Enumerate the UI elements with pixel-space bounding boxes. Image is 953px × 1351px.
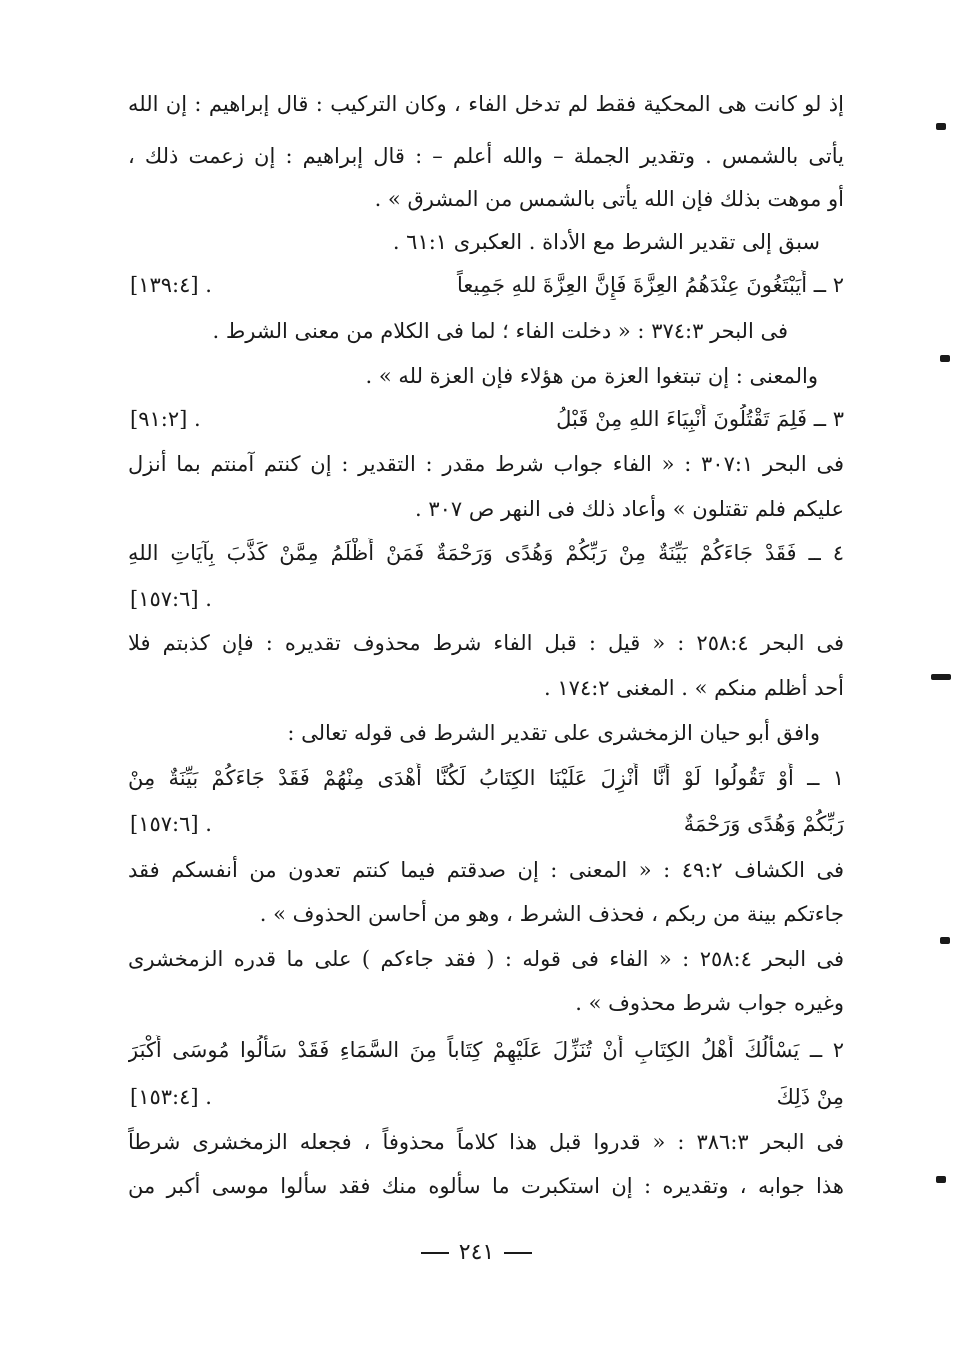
text-line-2: يأتى بالشمس . وتقدير الجملة – والله أعلم – : قال إبراهيم : إن زعمت ذلك ، <box>128 144 844 168</box>
verse-reference: [١٥٧:٦] . <box>130 587 212 611</box>
text-line-10: عليكم فلم تقتلون » وأعاد ذلك فى النهر ص ٣٠٧ . <box>415 497 844 521</box>
page-number <box>0 1240 953 1265</box>
text-line-15: وافق أبو حيان الزمخشرى على تقدير الشرط فى قوله تعالى : <box>287 721 820 745</box>
text-line-14: أحد أظلم منكم » . المغنى ١٧٤:٢ . <box>544 676 844 700</box>
verse-reference: [١٥٣:٤] . <box>130 1085 212 1109</box>
verse-line-23: مِنْ ذَلِكَ <box>776 1085 844 1109</box>
text-line-19: جاءتكم بينة من ربكم ، فحذف الشرط ، وهو من أحاسن الحذوف » . <box>259 902 844 926</box>
scan-mark <box>936 123 946 130</box>
page-number-text: ٢٤١ <box>458 1240 495 1265</box>
verse-reference: [١٣٩:٤] . <box>130 273 212 297</box>
verse-line-22: ٢ ــ يَسْأَلُكَ أَهْلُ الكِتَابِ أَنْ تُنَزِّلَ عَلَيْهِمْ كِتَاباً مِنَ السَّمَاءِ فَقَدْ سَأَلُوا مُوسَى أَكْبَرَ <box>128 1038 844 1062</box>
text-line-21: وغيره جواب شرط محذوف » . <box>575 991 844 1015</box>
text-line-20: فى البحر ٢٥٨:٤ : « الفاء فى قوله : ( فقد جاءكم ) على ما قدره الزمخشرى <box>128 947 844 971</box>
scan-mark <box>940 937 950 944</box>
verse-line-5: ٢ ــ أَيَبْتَغُونَ عِنْدَهُمُ العِزَّةَ فَإِنَّ العِزَّةَ للهِ جَمِيعاً <box>456 273 844 297</box>
text-line-13: فى البحر ٢٥٨:٤ : « قيل : قبل الفاء شرط محذوف تقديره : فإن كذبتم فلا <box>128 631 844 655</box>
verse-reference: [١٥٧:٦] . <box>130 812 212 836</box>
folio-dash-right <box>421 1252 449 1254</box>
scan-mark <box>936 1176 946 1183</box>
text-line-9: فى البحر ٣٠٧:١ : « الفاء جواب شرط مقدر : التقدير : إن كنتم آمنتم بما أنزل <box>128 452 844 476</box>
verse-line-16: ١ ــ أَوْ تَقُولُوا لَوْ أَنَّا أُنْزِلَ عَلَيْنَا الكِتَابُ لَكُنَّا أَهْدَى مِنْهُمْ فَقَدْ جَاءَكُمْ بَيِّنَةٌ مِنْ <box>128 766 844 790</box>
text-line-18: فى الكشاف ٤٩:٢ : « المعنى : إن صدقتم فيما كنتم تعدون من أنفسكم فقد <box>128 858 844 882</box>
text-line-6: فى البحر ٣٧٤:٣ : « دخلت الفاء ؛ لما فى الكلام من معنى الشرط . <box>212 319 788 343</box>
scan-mark <box>931 674 951 680</box>
verse-line-11: ٤ ــ فَقَدْ جَاءَكُمْ بَيِّنَةٌ مِنْ رَبِّكُمْ وَهُدًى وَرَحْمَةٌ فَمَنْ أَظْلَمُ مِمَّنْ كَذَّبَ بِآيَاتِ اللهِ <box>128 541 844 565</box>
verse-line-17: رَبِّكُمْ وَهُدًى وَرَحْمَةٌ <box>683 812 844 836</box>
text-line-25: هذا جوابه ، وتقديره : إن استكبرت ما سألوه منك فقد سألوا موسى أكبر من <box>128 1174 844 1198</box>
text-line-3: أو موهت بذلك فإن الله يأتى بالشمس من المشرق » . <box>374 187 844 211</box>
scan-mark <box>940 355 950 362</box>
text-line-7: والمعنى : إن تبتغوا العزة من هؤلاء فإن العزة لله » . <box>365 364 818 388</box>
folio-dash-left <box>504 1252 532 1254</box>
text-line-1: إذ لو كانت هى المحكية فقط لم تدخل الفاء ، وكان التركيب : قال إبراهيم : إن الله <box>128 92 844 116</box>
verse-line-8: ٣ ــ فَلِمَ تَقْتُلُونَ أَنْبِيَاءَ اللهِ مِنْ قَبْلُ <box>556 407 844 431</box>
text-line-4: سبق إلى تقدير الشرط مع الأداة . العكبرى ٦١:١ . <box>392 230 820 254</box>
verse-reference: [٩١:٢] . <box>130 407 201 431</box>
text-line-24: فى البحر ٣٨٦:٣ : « قدروا قبل هذا كلاماً محذوفاً ، فجعله الزمخشرى شرطاً <box>128 1130 844 1154</box>
